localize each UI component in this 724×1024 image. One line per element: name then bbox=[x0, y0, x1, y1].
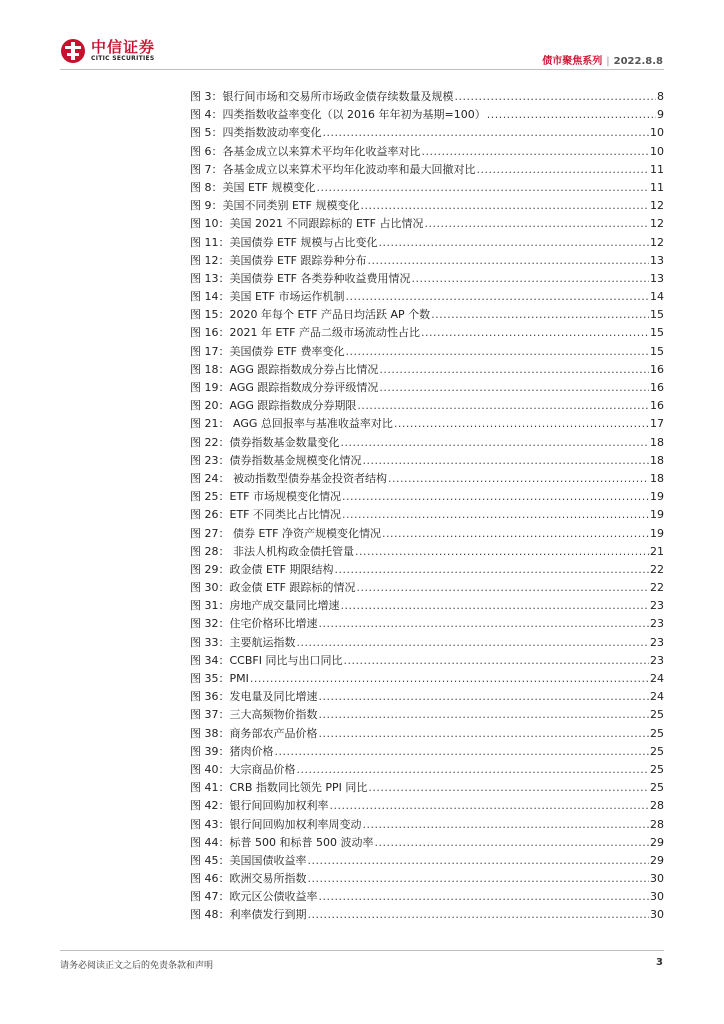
toc-entry-label[interactable]: 图 45：美国国债收益率 bbox=[190, 853, 307, 867]
toc-entry[interactable] bbox=[190, 579, 664, 597]
toc-entry-label[interactable]: 图 47：欧元区公债收益率 bbox=[190, 890, 318, 904]
toc-entry[interactable] bbox=[190, 397, 664, 415]
toc-entry[interactable] bbox=[190, 706, 664, 724]
toc-entry-page[interactable]: 11 bbox=[650, 162, 664, 176]
toc-entry-page[interactable]: 15 bbox=[650, 308, 664, 322]
toc-entry-page[interactable]: 14 bbox=[650, 290, 664, 304]
toc-entry-label[interactable]: 图 5：四类指数波动率变化 bbox=[190, 126, 322, 140]
toc-leader-dots bbox=[368, 779, 649, 797]
toc-leader-dots bbox=[382, 525, 649, 543]
toc-entry[interactable] bbox=[190, 488, 664, 506]
toc-entry-page[interactable]: 12 bbox=[650, 199, 664, 213]
toc-entry-label[interactable]: 图 37：三大高频物价指数 bbox=[190, 708, 318, 722]
toc-entry-label[interactable]: 图 10：美国 2021 不同跟踪标的 ETF 占比情况 bbox=[190, 217, 424, 231]
toc-entry-label[interactable]: 图 27： 债券 ETF 净资产规模变化情况 bbox=[190, 526, 381, 540]
page-header bbox=[0, 0, 724, 70]
toc-entry-label[interactable]: 图 3：银行间市场和交易所市场政金债存续数量及规模 bbox=[190, 90, 454, 103]
toc-entry-label[interactable]: 图 31：房地产成交量同比增速 bbox=[190, 599, 340, 613]
toc-leader-dots bbox=[455, 88, 657, 106]
toc-entry-page[interactable]: 24 bbox=[650, 672, 664, 685]
toc-leader-dots bbox=[319, 615, 650, 633]
report-series bbox=[542, 52, 663, 67]
toc-entry-page[interactable]: 16 bbox=[650, 399, 664, 413]
toc-entry-page[interactable]: 25 bbox=[650, 781, 664, 795]
toc-entry-label[interactable]: 图 12：美国债券 ETF 跟踪券种分布 bbox=[190, 253, 367, 267]
toc-leader-dots bbox=[487, 106, 656, 124]
toc-entry[interactable] bbox=[190, 634, 664, 652]
toc-entry-page[interactable]: 22 bbox=[650, 581, 664, 595]
toc-leader-dots bbox=[388, 470, 649, 488]
toc-entry[interactable] bbox=[190, 452, 664, 470]
toc-leader-dots bbox=[319, 888, 650, 906]
toc-leader-dots bbox=[308, 852, 650, 870]
citic-logo bbox=[60, 38, 155, 64]
toc-entry-label[interactable]: 图 16：2021 年 ETF 产品二级市场流动性占比 bbox=[190, 326, 420, 340]
toc-entry[interactable] bbox=[190, 506, 664, 524]
toc-entry-label[interactable]: 图 38：商务部农产品价格 bbox=[190, 726, 318, 740]
toc-entry[interactable] bbox=[190, 270, 664, 288]
toc-leader-dots bbox=[356, 579, 649, 597]
toc-entry[interactable] bbox=[190, 306, 664, 324]
toc-entry[interactable] bbox=[190, 124, 664, 142]
toc-entry[interactable] bbox=[190, 852, 664, 870]
toc-leader-dots bbox=[275, 743, 650, 761]
toc-entry-page[interactable]: 29 bbox=[650, 853, 664, 867]
toc-leader-dots bbox=[363, 452, 650, 470]
toc-leader-dots bbox=[357, 397, 649, 415]
toc-leader-dots bbox=[379, 379, 649, 397]
toc-entry-page[interactable]: 17 bbox=[650, 417, 664, 431]
toc-entry-label[interactable]: 图 7：各基金成立以来算术平均年化波动率和最大回撤对比 bbox=[190, 162, 476, 176]
toc-entry[interactable] bbox=[190, 816, 664, 834]
report-date: 2022.8.8 bbox=[613, 56, 663, 67]
toc-leader-dots bbox=[319, 725, 650, 743]
toc-entry-page[interactable]: 25 bbox=[650, 744, 664, 758]
toc-entry-label[interactable]: 图 39：猪肉价格 bbox=[190, 744, 274, 758]
toc-entry[interactable] bbox=[190, 415, 664, 433]
toc-leader-dots bbox=[250, 670, 649, 688]
toc-leader-dots bbox=[360, 197, 649, 215]
toc-entry-label[interactable]: 图 40：大宗商品价格 bbox=[190, 762, 296, 776]
toc-leader-dots bbox=[421, 324, 649, 342]
toc-entry[interactable] bbox=[190, 597, 664, 615]
toc-leader-dots bbox=[374, 834, 649, 852]
toc-entry-label[interactable]: 图 42：银行间回购加权利率 bbox=[190, 799, 329, 813]
toc-leader-dots bbox=[378, 234, 649, 252]
toc-entry-label[interactable]: 图 35：PMI bbox=[190, 672, 249, 685]
toc-leader-dots bbox=[394, 415, 649, 433]
footer-disclaimer: 请务必阅读正文之后的免责条款和声明 bbox=[60, 961, 214, 971]
toc-leader-dots bbox=[323, 124, 650, 142]
toc-leader-dots bbox=[343, 652, 649, 670]
toc-entry-page[interactable]: 12 bbox=[650, 217, 664, 231]
toc-entry-label[interactable]: 图 34：CCBFI 同比与出口同比 bbox=[190, 653, 343, 667]
toc-entry[interactable] bbox=[190, 161, 664, 179]
toc-leader-dots bbox=[341, 434, 650, 452]
toc-entry-label[interactable]: 图 13：美国债券 ETF 各类券种收益费用情况 bbox=[190, 271, 411, 285]
toc-entry[interactable] bbox=[190, 361, 664, 379]
toc-entry[interactable] bbox=[190, 215, 664, 233]
toc-entry[interactable] bbox=[190, 434, 664, 452]
toc-entry-label[interactable]: 图 22：债券指数基金数量变化 bbox=[190, 435, 340, 449]
toc-entry[interactable] bbox=[190, 143, 664, 161]
toc-entry-label[interactable]: 图 18：AGG 跟踪指数成分券占比情况 bbox=[190, 362, 379, 376]
toc-leader-dots bbox=[379, 361, 649, 379]
toc-entry-page[interactable]: 23 bbox=[650, 653, 664, 667]
toc-entry-label[interactable]: 图 11：美国债券 ETF 规模与占比变化 bbox=[190, 235, 378, 249]
toc-entry-page[interactable]: 18 bbox=[650, 471, 664, 485]
toc-entry-page[interactable]: 19 bbox=[650, 490, 664, 504]
toc-entry-page[interactable]: 25 bbox=[650, 762, 664, 776]
toc-entry[interactable] bbox=[190, 88, 664, 106]
toc-entry-label[interactable]: 图 48：利率债发行到期 bbox=[190, 908, 307, 922]
toc-entry[interactable] bbox=[190, 670, 664, 688]
toc-entry[interactable] bbox=[190, 834, 664, 852]
toc-entry-page[interactable]: 23 bbox=[650, 617, 664, 631]
toc-entry-label[interactable]: 图 24： 被动指数型债券基金投资者结构 bbox=[190, 471, 387, 485]
toc-leader-dots bbox=[316, 179, 649, 197]
toc-entry-page[interactable]: 23 bbox=[650, 599, 664, 613]
figure-table-of-contents bbox=[190, 88, 664, 925]
toc-entry-label[interactable]: 图 41：CRB 指数同比领先 PPI 同比 bbox=[190, 781, 368, 795]
toc-entry-page[interactable]: 30 bbox=[650, 872, 664, 886]
toc-entry-page[interactable]: 30 bbox=[650, 890, 664, 904]
toc-entry-page[interactable]: 19 bbox=[650, 508, 664, 522]
toc-entry-label[interactable]: 图 26：ETF 不同类比占比情况 bbox=[190, 508, 341, 522]
toc-entry-label[interactable]: 图 30：政金债 ETF 跟踪标的情况 bbox=[190, 581, 356, 595]
toc-entry-label[interactable]: 图 21： AGG 总回报率与基准收益率对比 bbox=[190, 417, 393, 431]
toc-entry-page[interactable]: 13 bbox=[650, 271, 664, 285]
toc-entry[interactable] bbox=[190, 652, 664, 670]
toc-entry-page[interactable]: 29 bbox=[650, 835, 664, 849]
toc-entry[interactable] bbox=[190, 197, 664, 215]
toc-entry-page[interactable]: 15 bbox=[650, 326, 664, 340]
toc-entry-page[interactable]: 22 bbox=[650, 562, 664, 576]
toc-entry-page[interactable]: 10 bbox=[650, 144, 664, 158]
logo-english-name: CITIC SECURITIES bbox=[91, 55, 155, 62]
toc-entry[interactable] bbox=[190, 743, 664, 761]
toc-entry-page[interactable]: 30 bbox=[650, 908, 664, 922]
toc-entry-label[interactable]: 图 6：各基金成立以来算术平均年化收益率对比 bbox=[190, 144, 421, 158]
toc-entry-label[interactable]: 图 19：AGG 跟踪指数成分券评级情况 bbox=[190, 381, 379, 394]
toc-entry[interactable] bbox=[190, 252, 664, 270]
toc-leader-dots bbox=[431, 306, 649, 324]
toc-entry-label[interactable]: 图 9：美国不同类别 ETF 规模变化 bbox=[190, 199, 360, 213]
toc-entry-page[interactable]: 18 bbox=[650, 453, 664, 467]
toc-entry-page[interactable]: 21 bbox=[650, 544, 664, 558]
toc-entry-label[interactable]: 图 23：债券指数基金规模变化情况 bbox=[190, 453, 362, 467]
toc-leader-dots bbox=[363, 816, 650, 834]
toc-entry-label[interactable]: 图 29：政金债 ETF 期限结构 bbox=[190, 562, 334, 576]
toc-leader-dots bbox=[422, 143, 650, 161]
toc-entry[interactable] bbox=[190, 779, 664, 797]
toc-entry[interactable] bbox=[190, 179, 664, 197]
toc-entry-label[interactable]: 图 17：美国债券 ETF 费率变化 bbox=[190, 344, 345, 358]
toc-entry-label[interactable]: 图 8：美国 ETF 规模变化 bbox=[190, 180, 316, 194]
toc-entry[interactable] bbox=[190, 688, 664, 706]
toc-leader-dots bbox=[367, 252, 649, 270]
series-title: 债市聚焦系列 bbox=[542, 56, 603, 67]
toc-entry[interactable] bbox=[190, 888, 664, 906]
toc-entry-label[interactable]: 图 32：住宅价格环比增速 bbox=[190, 617, 318, 631]
toc-entry-page[interactable]: 16 bbox=[650, 381, 664, 394]
toc-leader-dots bbox=[308, 870, 650, 888]
toc-entry[interactable] bbox=[190, 106, 664, 124]
toc-entry-label[interactable]: 图 43：银行间回购加权利率周变动 bbox=[190, 817, 362, 831]
header-separator: | bbox=[606, 56, 610, 67]
toc-entry-page[interactable]: 23 bbox=[650, 635, 664, 649]
toc-leader-dots bbox=[342, 488, 649, 506]
toc-leader-dots bbox=[308, 906, 650, 924]
toc-entry-label[interactable]: 图 46：欧洲交易所指数 bbox=[190, 872, 307, 886]
toc-entry[interactable] bbox=[190, 797, 664, 815]
toc-entry-page[interactable]: 8 bbox=[657, 90, 664, 103]
toc-entry[interactable] bbox=[190, 543, 664, 561]
toc-leader-dots bbox=[330, 797, 650, 815]
toc-entry-page[interactable]: 15 bbox=[650, 344, 664, 358]
footer-divider bbox=[60, 950, 664, 951]
toc-entry[interactable] bbox=[190, 288, 664, 306]
toc-entry-page[interactable]: 28 bbox=[650, 799, 664, 813]
toc-entry[interactable] bbox=[190, 906, 664, 924]
toc-leader-dots bbox=[319, 688, 650, 706]
toc-entry-page[interactable]: 25 bbox=[650, 708, 664, 722]
toc-entry-label[interactable]: 图 15：2020 年每个 ETF 产品日均活跃 AP 个数 bbox=[190, 308, 431, 322]
toc-entry-label[interactable]: 图 33：主要航运指数 bbox=[190, 635, 296, 649]
toc-entry-page[interactable]: 12 bbox=[650, 235, 664, 249]
toc-leader-dots bbox=[319, 706, 650, 724]
toc-entry-label[interactable]: 图 36：发电量及同比增速 bbox=[190, 690, 318, 704]
toc-entry[interactable] bbox=[190, 234, 664, 252]
toc-entry-page[interactable]: 9 bbox=[657, 108, 664, 122]
toc-entry-label[interactable]: 图 25：ETF 市场规模变化情况 bbox=[190, 490, 341, 504]
toc-leader-dots bbox=[345, 343, 649, 361]
toc-entry[interactable] bbox=[190, 870, 664, 888]
toc-entry-page[interactable]: 13 bbox=[650, 253, 664, 267]
page-number: 3 bbox=[656, 957, 663, 968]
toc-entry-page[interactable]: 19 bbox=[650, 526, 664, 540]
toc-entry-page[interactable]: 11 bbox=[650, 180, 664, 194]
toc-leader-dots bbox=[411, 270, 649, 288]
toc-entry[interactable] bbox=[190, 761, 664, 779]
citic-logo-icon bbox=[60, 38, 86, 64]
toc-entry-page[interactable]: 16 bbox=[650, 362, 664, 376]
toc-entry[interactable] bbox=[190, 561, 664, 579]
toc-entry[interactable] bbox=[190, 525, 664, 543]
toc-entry[interactable] bbox=[190, 615, 664, 633]
toc-entry-label[interactable]: 图 14：美国 ETF 市场运作机制 bbox=[190, 290, 345, 304]
toc-leader-dots bbox=[334, 561, 649, 579]
toc-leader-dots bbox=[345, 288, 649, 306]
toc-entry-page[interactable]: 10 bbox=[650, 126, 664, 140]
toc-entry-page[interactable]: 24 bbox=[650, 690, 664, 704]
toc-entry-label[interactable]: 图 20：AGG 跟踪指数成分券期限 bbox=[190, 399, 357, 413]
header-divider bbox=[60, 69, 664, 70]
logo-chinese-name: 中信证券 bbox=[91, 38, 156, 56]
toc-entry-page[interactable]: 28 bbox=[650, 817, 664, 831]
toc-leader-dots bbox=[341, 597, 650, 615]
toc-leader-dots bbox=[297, 634, 650, 652]
toc-entry[interactable] bbox=[190, 343, 664, 361]
toc-leader-dots bbox=[297, 761, 650, 779]
toc-entry-label[interactable]: 图 4：四类指数收益率变化（以 2016 年年初为基期=100） bbox=[190, 108, 486, 122]
toc-leader-dots bbox=[342, 506, 649, 524]
toc-entry[interactable] bbox=[190, 725, 664, 743]
toc-entry[interactable] bbox=[190, 379, 664, 397]
toc-leader-dots bbox=[477, 161, 650, 179]
toc-entry[interactable] bbox=[190, 470, 664, 488]
toc-leader-dots bbox=[424, 215, 649, 233]
toc-leader-dots bbox=[355, 543, 649, 561]
toc-entry-label[interactable]: 图 44：标普 500 和标普 500 波动率 bbox=[190, 835, 374, 849]
toc-entry[interactable] bbox=[190, 324, 664, 342]
toc-entry-page[interactable]: 18 bbox=[650, 435, 664, 449]
toc-entry-page[interactable]: 25 bbox=[650, 726, 664, 740]
toc-entry-label[interactable]: 图 28： 非法人机构政金债托管量 bbox=[190, 544, 354, 558]
